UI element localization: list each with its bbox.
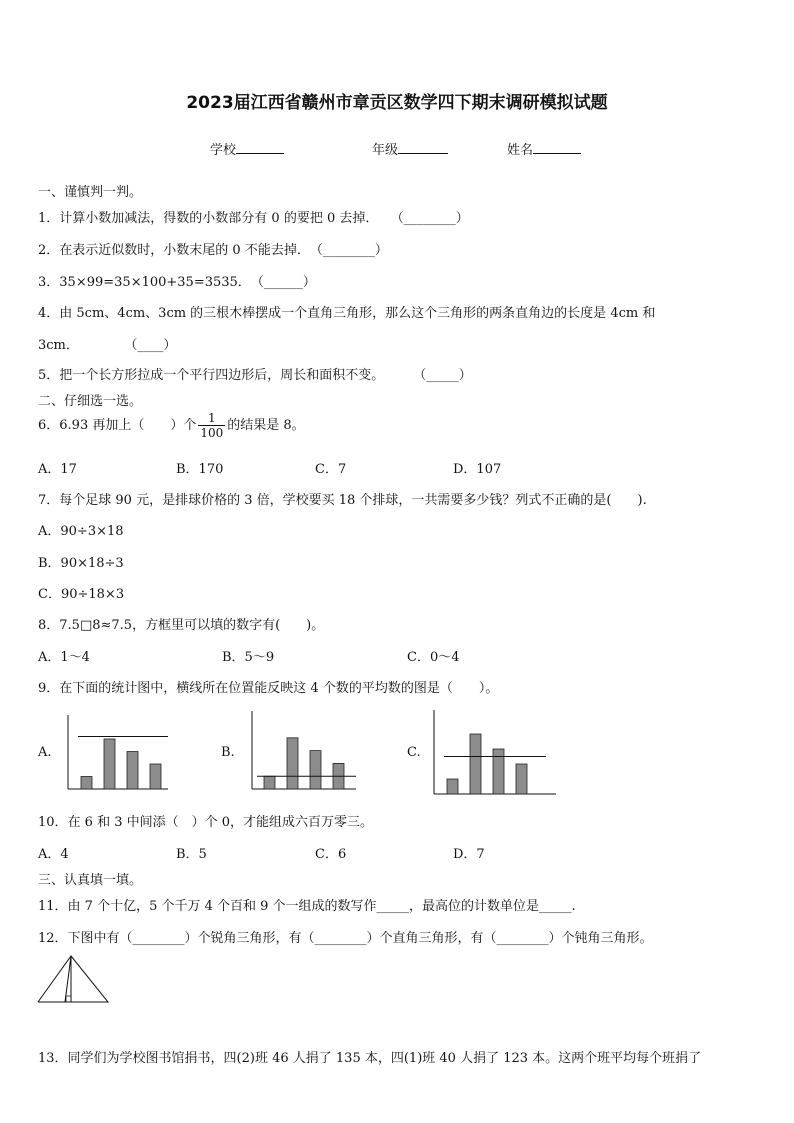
grade-label: 年级 — [372, 143, 399, 158]
answer-paren[interactable]: （______） — [250, 275, 316, 290]
chart-bar — [287, 738, 298, 789]
option-c[interactable]: C．7 — [315, 462, 347, 477]
question-text-post: 的结果是 8。 — [227, 418, 305, 433]
chart-bar — [104, 739, 115, 789]
option-d[interactable]: D．107 — [453, 462, 502, 477]
chart-bar — [127, 752, 138, 790]
school-blank[interactable] — [236, 141, 284, 154]
chart-bar — [150, 764, 161, 789]
question-number: 7． — [38, 493, 60, 508]
question-1 — [38, 207, 469, 226]
question-number: 10． — [38, 815, 68, 830]
option-a[interactable]: A．4 — [38, 847, 69, 862]
option-b[interactable]: B．5～9 — [222, 650, 275, 665]
question-9 — [38, 677, 498, 696]
name-field[interactable] — [507, 139, 581, 158]
question-text: 每个足球 90 元，是排球价格的 3 倍，学校要买 18 个排球，一共需要多少钱？列式不正确的是( ). — [59, 493, 647, 508]
option-c[interactable]: C．90÷18×3 — [38, 587, 125, 602]
name-label: 姓名 — [507, 143, 534, 158]
question-3 — [38, 271, 316, 290]
question-text: 在 6 和 3 中间添（ ）个 0，才能组成六百万零三。 — [67, 815, 374, 830]
question-text-cont: 3cm． — [38, 338, 79, 353]
question-number: 3． — [38, 275, 60, 290]
question-11 — [38, 895, 576, 914]
chart-label-a[interactable]: A. — [38, 745, 52, 760]
question-13 — [38, 1047, 701, 1066]
question-10 — [38, 811, 373, 830]
answer-paren[interactable]: （________） — [309, 243, 388, 258]
section1-heading: 一、谨慎判一判。 — [38, 185, 143, 200]
fraction — [198, 411, 225, 440]
chart-label-b[interactable]: B. — [221, 745, 235, 760]
right-angle-mark — [66, 996, 71, 1002]
question-number: 2． — [38, 243, 60, 258]
question-2 — [38, 239, 388, 258]
question-7 — [38, 489, 647, 508]
question-number: 5． — [38, 368, 60, 383]
question-text: 6.93 再加上（ ）个 — [59, 418, 197, 433]
question-number: 1． — [38, 211, 60, 226]
answer-paren[interactable]: （____） — [124, 338, 177, 353]
chart-bar — [516, 764, 527, 794]
question-number: 6． — [38, 418, 60, 433]
section2-heading: 二、仔细选一选。 — [38, 394, 143, 409]
chart-bar — [493, 749, 504, 794]
school-field[interactable] — [210, 139, 284, 158]
option-a[interactable]: A．90÷3×18 — [38, 524, 124, 539]
question-4-cont — [38, 334, 176, 353]
option-c[interactable]: C．0～4 — [407, 650, 460, 665]
option-b[interactable]: B．90×18÷3 — [38, 556, 124, 571]
question-number: 12． — [38, 931, 68, 946]
question-8 — [38, 614, 324, 633]
question-5 — [38, 364, 472, 383]
question-text: 把一个长方形拉成一个平行四边形后，周长和面积不变。 — [59, 368, 385, 383]
fraction-numerator: 1 — [198, 411, 225, 426]
option-b[interactable]: B．170 — [176, 462, 224, 477]
question-text: 由 7 个十亿，5 个千万 4 个百和 9 个一组成的数写作_____，最高位的计数单位是_____. — [67, 899, 576, 914]
question-text: 同学们为学校图书馆捐书，四(2)班 46 人捐了 135 本，四(1)班 40 人捐了 123 本。这两个班平均每个班捐了 — [67, 1051, 702, 1066]
question-12 — [38, 927, 653, 946]
chart-bar — [447, 779, 458, 794]
question-text: 7.5□8≈7.5，方框里可以填的数字有( )。 — [59, 618, 325, 633]
answer-paren[interactable]: （_____） — [413, 368, 472, 383]
chart-bar — [333, 763, 344, 789]
option-c[interactable]: C．6 — [315, 847, 347, 862]
option-b[interactable]: B．5 — [176, 847, 207, 862]
page-title: 2023届江西省赣州市章贡区数学四下期末调研模拟试题 — [186, 93, 608, 113]
chart-bar — [310, 751, 321, 789]
question-number: 11． — [38, 899, 68, 914]
grade-blank[interactable] — [398, 141, 448, 154]
option-d[interactable]: D．7 — [453, 847, 485, 862]
question-text: 计算小数加减法，得数的小数部分有 0 的要把 0 去掉． — [59, 211, 379, 226]
question-text: 在下面的统计图中，横线所在位置能反映这 4 个数的平均数的图是（ ）。 — [59, 681, 499, 696]
question-number: 4． — [38, 306, 60, 321]
question-number: 8． — [38, 618, 60, 633]
question-text: 在表示近似数时，小数末尾的 0 不能去掉． — [59, 243, 310, 258]
school-label: 学校 — [210, 143, 237, 158]
name-blank[interactable] — [533, 141, 581, 154]
question-text: 35×99=35×100+35=3535． — [59, 275, 251, 290]
grade-field[interactable] — [372, 139, 448, 158]
fraction-denominator: 100 — [200, 426, 224, 440]
chart-bar — [470, 734, 481, 794]
question-text: 下图中有（________）个锐角三角形，有（________）个直角三角形，有（________）个钝角三角形。 — [67, 931, 653, 946]
question-number: 13． — [38, 1051, 68, 1066]
option-a[interactable]: A．1～4 — [38, 650, 90, 665]
answer-paren[interactable]: （________） — [390, 211, 469, 226]
outer-triangle — [38, 956, 108, 1002]
chart-label-c[interactable]: C. — [407, 745, 421, 760]
chart-bar — [81, 777, 92, 790]
chart-bar — [264, 776, 275, 789]
question-4 — [38, 302, 655, 321]
option-a[interactable]: A．17 — [38, 462, 77, 477]
triangle-figure — [36, 953, 112, 1005]
question-number: 9． — [38, 681, 60, 696]
question-text: 由 5cm、4cm、3cm 的三根木棒摆成一个直角三角形，那么这个三角形的两条直角边的长度是 4cm 和 — [59, 306, 656, 321]
section3-heading: 三、认真填一填。 — [38, 873, 143, 888]
question-6 — [38, 411, 305, 440]
